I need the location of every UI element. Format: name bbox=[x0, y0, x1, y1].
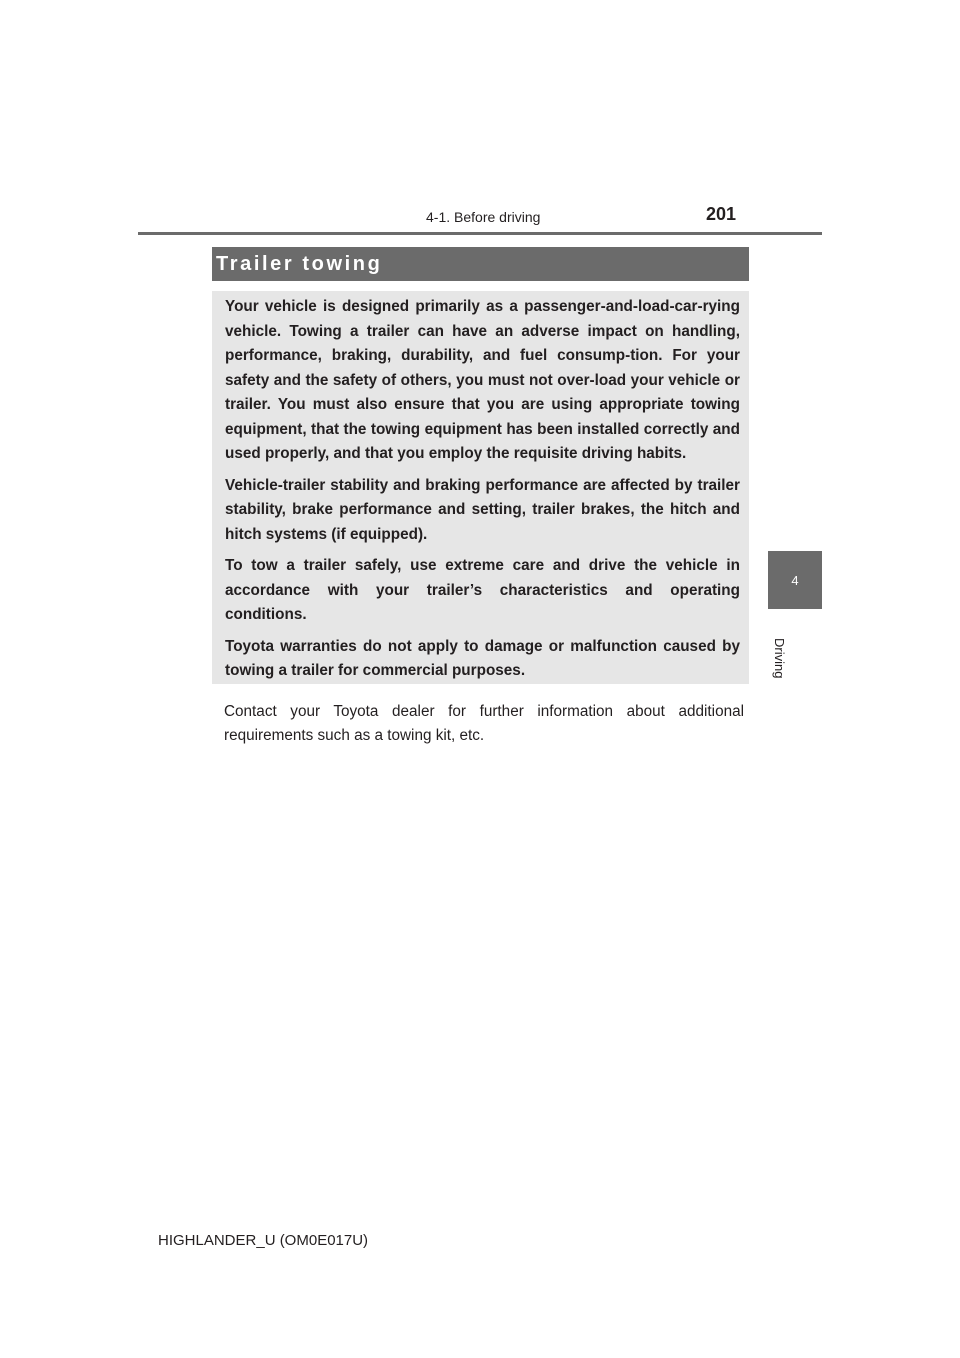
body-paragraph: Contact your Toyota dealer for further information about additional requirements such as a towing kit, etc. bbox=[224, 703, 744, 744]
chapter-number: 4 bbox=[791, 572, 799, 588]
header-section-label: 4-1. Before driving bbox=[426, 209, 541, 225]
info-paragraph: Toyota warranties do not apply to damage or malfunction caused by towing a trailer for commercial purposes. bbox=[225, 637, 740, 679]
info-box bbox=[212, 291, 749, 684]
info-paragraph: Vehicle-trailer stability and braking performance are affected by trailer stability, brake performance and setting, trailer brakes, the hitch and hitch systems (if equipped). bbox=[225, 476, 740, 543]
chapter-tab bbox=[768, 551, 822, 609]
footer-model-code: HIGHLANDER_U (OM0E017U) bbox=[158, 1232, 369, 1249]
header-divider bbox=[138, 232, 822, 235]
section-title-bar bbox=[212, 247, 749, 281]
info-paragraph: To tow a trailer safely, use extreme care and drive the vehicle in accordance with your trailer’s characteristics and operating conditions. bbox=[225, 557, 740, 623]
chapter-label: Driving bbox=[772, 638, 787, 679]
section-title: Trailer towing bbox=[216, 252, 383, 275]
info-paragraph: Your vehicle is designed primarily as a passenger-and-load-car-rying vehicle. Towing a trailer can have an adverse impact on handling, performance, braking, durability, and fuel consump-tion. For your safety and the safety of others, you must not over-load your vehicle or trailer. You must also ensure that you are using appropriate towing equipment, that the towing equipment has been installed correctly and used properly, and that you employ the requisite driving habits. bbox=[225, 298, 740, 462]
page-number: 201 bbox=[706, 204, 737, 224]
